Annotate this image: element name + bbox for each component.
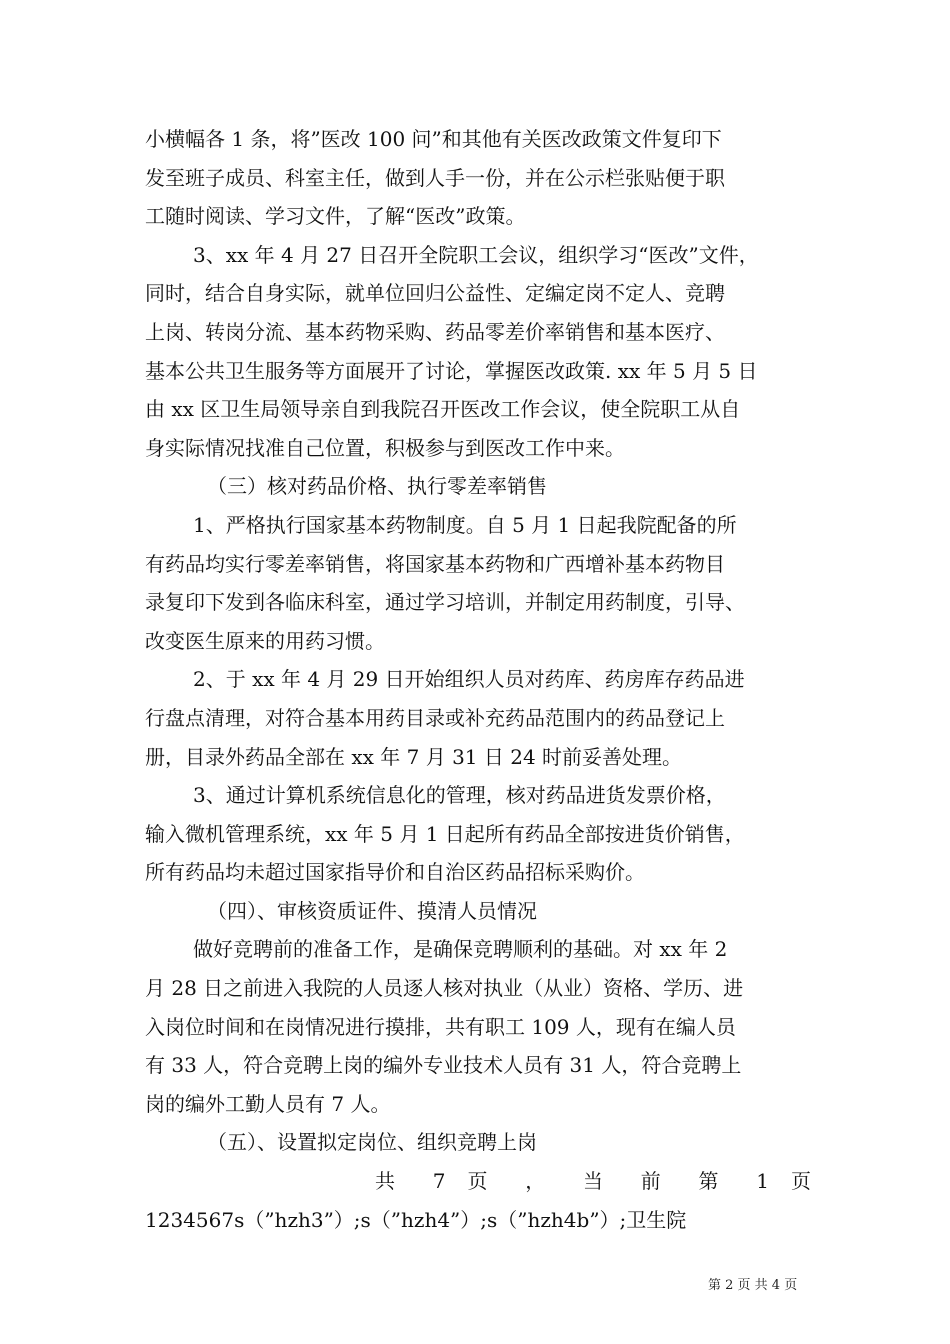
- text-line: 基本公共卫生服务等方面展开了讨论，掌握医改政策. xx 年 5 月 5 日: [145, 358, 758, 383]
- paragraph-line: 1、严格执行国家基本药物制度。自 5 月 1 日起我院配备的所: [193, 512, 737, 537]
- text-line: 输入微机管理系统，xx 年 5 月 1 日起所有药品全部按进货价销售，: [145, 821, 745, 846]
- paragraph-line: 3、通过计算机系统信息化的管理，核对药品进货发票价格，: [193, 783, 726, 808]
- text-line: 小横幅各 1 条，将”医改 100 问”和其他有关医改政策文件复印下: [145, 127, 722, 151]
- text-line: 所有药品均未超过国家指导价和自治区药品招标采购价。: [145, 860, 645, 885]
- paragraph-line: 做好竞聘前的准备工作，是确保竞聘顺利的基础。对 xx 年 2: [193, 937, 728, 962]
- text-line: 身实际情况找准自己位置，积极参与到医改工作中来。: [145, 435, 625, 460]
- page-number-footer: 第 2 页 共 4 页: [708, 1278, 798, 1293]
- text-line: 1234567s（”hzh3”）;s（”hzh4”）;s（”hzh4b”）;卫生院: [145, 1207, 687, 1232]
- paragraph-line: 2、于 xx 年 4 月 29 日开始组织人员对药库、药房库存药品进: [193, 667, 745, 692]
- section-heading: （三）核对药品价格、执行零差率销售: [207, 474, 547, 499]
- page-count-line: 共 7 页 ， 当 前 第 1 页: [375, 1169, 811, 1194]
- paragraph-line: 3、xx 年 4 月 27 日召开全院职工会议，组织学习“医改”文件，: [193, 242, 759, 267]
- text-line: 有 33 人，符合竞聘上岗的编外专业技术人员有 31 人，符合竞聘上: [145, 1053, 742, 1078]
- text-line: 月 28 日之前进入我院的人员逐人核对执业（从业）资格、学历、进: [145, 976, 744, 1001]
- text-line: 岗的编外工勤人员有 7 人。: [145, 1091, 391, 1116]
- text-line: 行盘点清理，对符合基本用药目录或补充药品范围内的药品登记上: [145, 705, 725, 730]
- section-heading: （四）、审核资质证件、摸清人员情况: [207, 898, 537, 923]
- text-line: 入岗位时间和在岗情况进行摸排，共有职工 109 人，现有在编人员: [145, 1014, 736, 1039]
- text-line: 发至班子成员、科室主任，做到人手一份，并在公示栏张贴便于职: [145, 165, 725, 190]
- text-line: 同时，结合自身实际，就单位回归公益性、定编定岗不定人、竞聘: [145, 281, 725, 306]
- text-line: 由 xx 区卫生局领导亲自到我院召开医改工作会议，使全院职工从自: [145, 397, 741, 422]
- text-line: 有药品均实行零差率销售，将国家基本药物和广西增补基本药物目: [145, 551, 725, 576]
- text-line: 工随时阅读、学习文件，了解“医改”政策。: [145, 204, 526, 229]
- section-heading: （五）、设置拟定岗位、组织竞聘上岗: [207, 1130, 537, 1155]
- text-line: 改变医生原来的用药习惯。: [145, 628, 385, 653]
- text-line: 录复印下发到各临床科室，通过学习培训，并制定用药制度，引导、: [145, 590, 745, 615]
- document-body: [145, 120, 811, 1239]
- text-line: 上岗、转岗分流、基本药物采购、药品零差价率销售和基本医疗、: [145, 319, 725, 344]
- text-line: 册，目录外药品全部在 xx 年 7 月 31 日 24 时前妥善处理。: [145, 744, 683, 769]
